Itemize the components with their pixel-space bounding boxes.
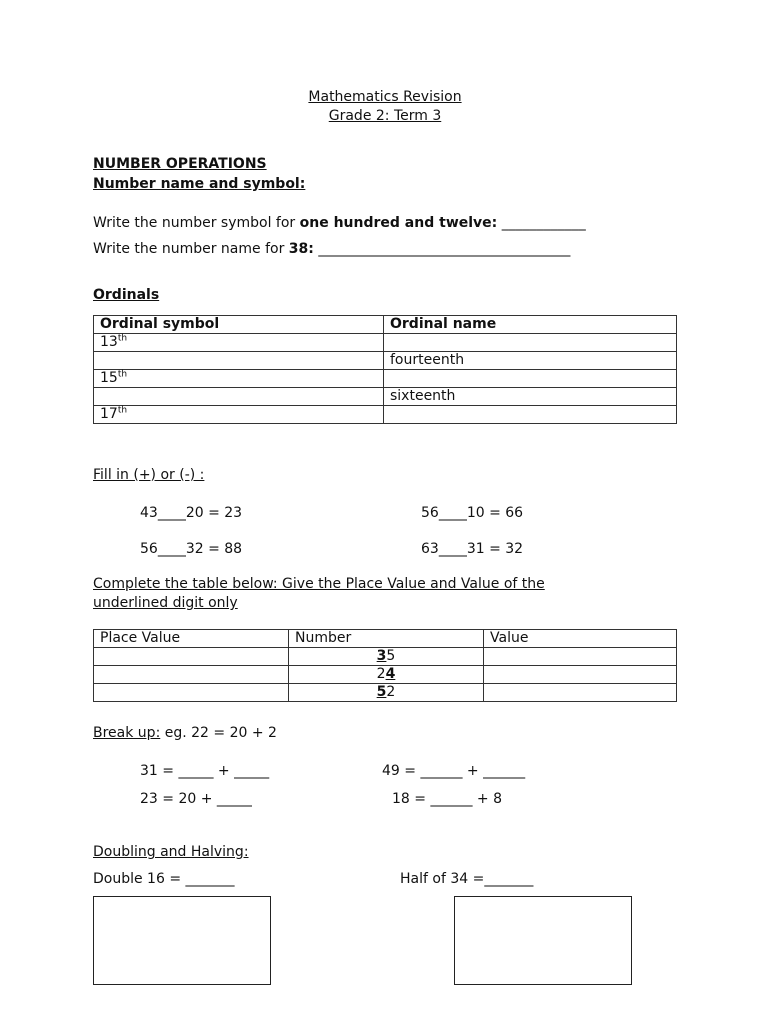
double-question: Double 16 = _______ (93, 871, 235, 887)
fill-heading: Fill in (+) or (-) : (93, 467, 205, 483)
table-row (94, 630, 677, 648)
page-title: Mathematics Revision (308, 89, 462, 105)
table-cell (384, 334, 677, 352)
table-cell: 35 (289, 648, 484, 666)
underlined-digit: 5 (376, 684, 387, 700)
ordinals-table (93, 315, 677, 424)
fill-item: 63____31 = 32 (421, 541, 524, 557)
table-row (94, 352, 677, 370)
table-cell (94, 388, 384, 406)
table-cell (94, 352, 384, 370)
table-cell: 52 (289, 684, 484, 702)
breakup-item: 18 = ______ + 8 (392, 791, 502, 807)
table-row (94, 666, 677, 684)
table-cell: fourteenth (384, 352, 677, 370)
section-heading: NUMBER OPERATIONS (93, 156, 267, 172)
table-cell: 15th (94, 370, 384, 388)
table-row (94, 334, 677, 352)
breakup-item: 31 = _____ + _____ (140, 763, 270, 779)
place-value-heading-cont: underlined digit only (93, 595, 238, 611)
table-row (94, 684, 677, 702)
table-cell (384, 406, 677, 424)
answer-box-double (93, 896, 271, 985)
table-cell: 17th (94, 406, 384, 424)
breakup-line (93, 725, 277, 741)
table-cell (484, 666, 677, 684)
column-header: Number (289, 630, 484, 648)
table-cell (94, 648, 289, 666)
table-cell: sixteenth (384, 388, 677, 406)
table-cell (94, 666, 289, 684)
half-question: Half of 34 =_______ (400, 871, 534, 887)
column-header: Value (484, 630, 677, 648)
breakup-item: 49 = ______ + ______ (382, 763, 526, 779)
breakup-heading: Break up: (93, 725, 161, 741)
breakup-example: eg. 22 = 20 + 2 (160, 725, 277, 741)
table-row (94, 406, 677, 424)
table-cell: 13th (94, 334, 384, 352)
column-header: Place Value (94, 630, 289, 648)
page-subtitle: Grade 2: Term 3 (328, 108, 442, 124)
fill-item: 56____10 = 66 (421, 505, 524, 521)
table-row (94, 370, 677, 388)
ordinals-heading: Ordinals (93, 287, 160, 303)
section-subheading: Number name and symbol: (93, 176, 306, 192)
fill-item: 43____20 = 23 (140, 505, 243, 521)
underlined-digit: 3 (376, 648, 387, 664)
table-cell (484, 684, 677, 702)
table-row (94, 388, 677, 406)
doubling-heading: Doubling and Halving: (93, 844, 249, 860)
question-number-symbol: Write the number symbol for one hundred and twelve: ____________ (93, 215, 586, 231)
question-number-name: Write the number name for 38: ____________________________________ (93, 241, 571, 257)
table-row (94, 316, 677, 334)
table-row (94, 648, 677, 666)
column-header: Ordinal symbol (94, 316, 384, 334)
answer-box-half (454, 896, 632, 985)
place-value-heading: Complete the table below: Give the Place Value and Value of the (93, 576, 545, 592)
table-cell: 24 (289, 666, 484, 684)
column-header: Ordinal name (384, 316, 677, 334)
place-value-table (93, 629, 677, 702)
breakup-item: 23 = 20 + _____ (140, 791, 252, 807)
table-cell (484, 648, 677, 666)
fill-item: 56____32 = 88 (140, 541, 243, 557)
underlined-digit: 4 (385, 666, 396, 682)
table-cell (94, 684, 289, 702)
table-cell (384, 370, 677, 388)
